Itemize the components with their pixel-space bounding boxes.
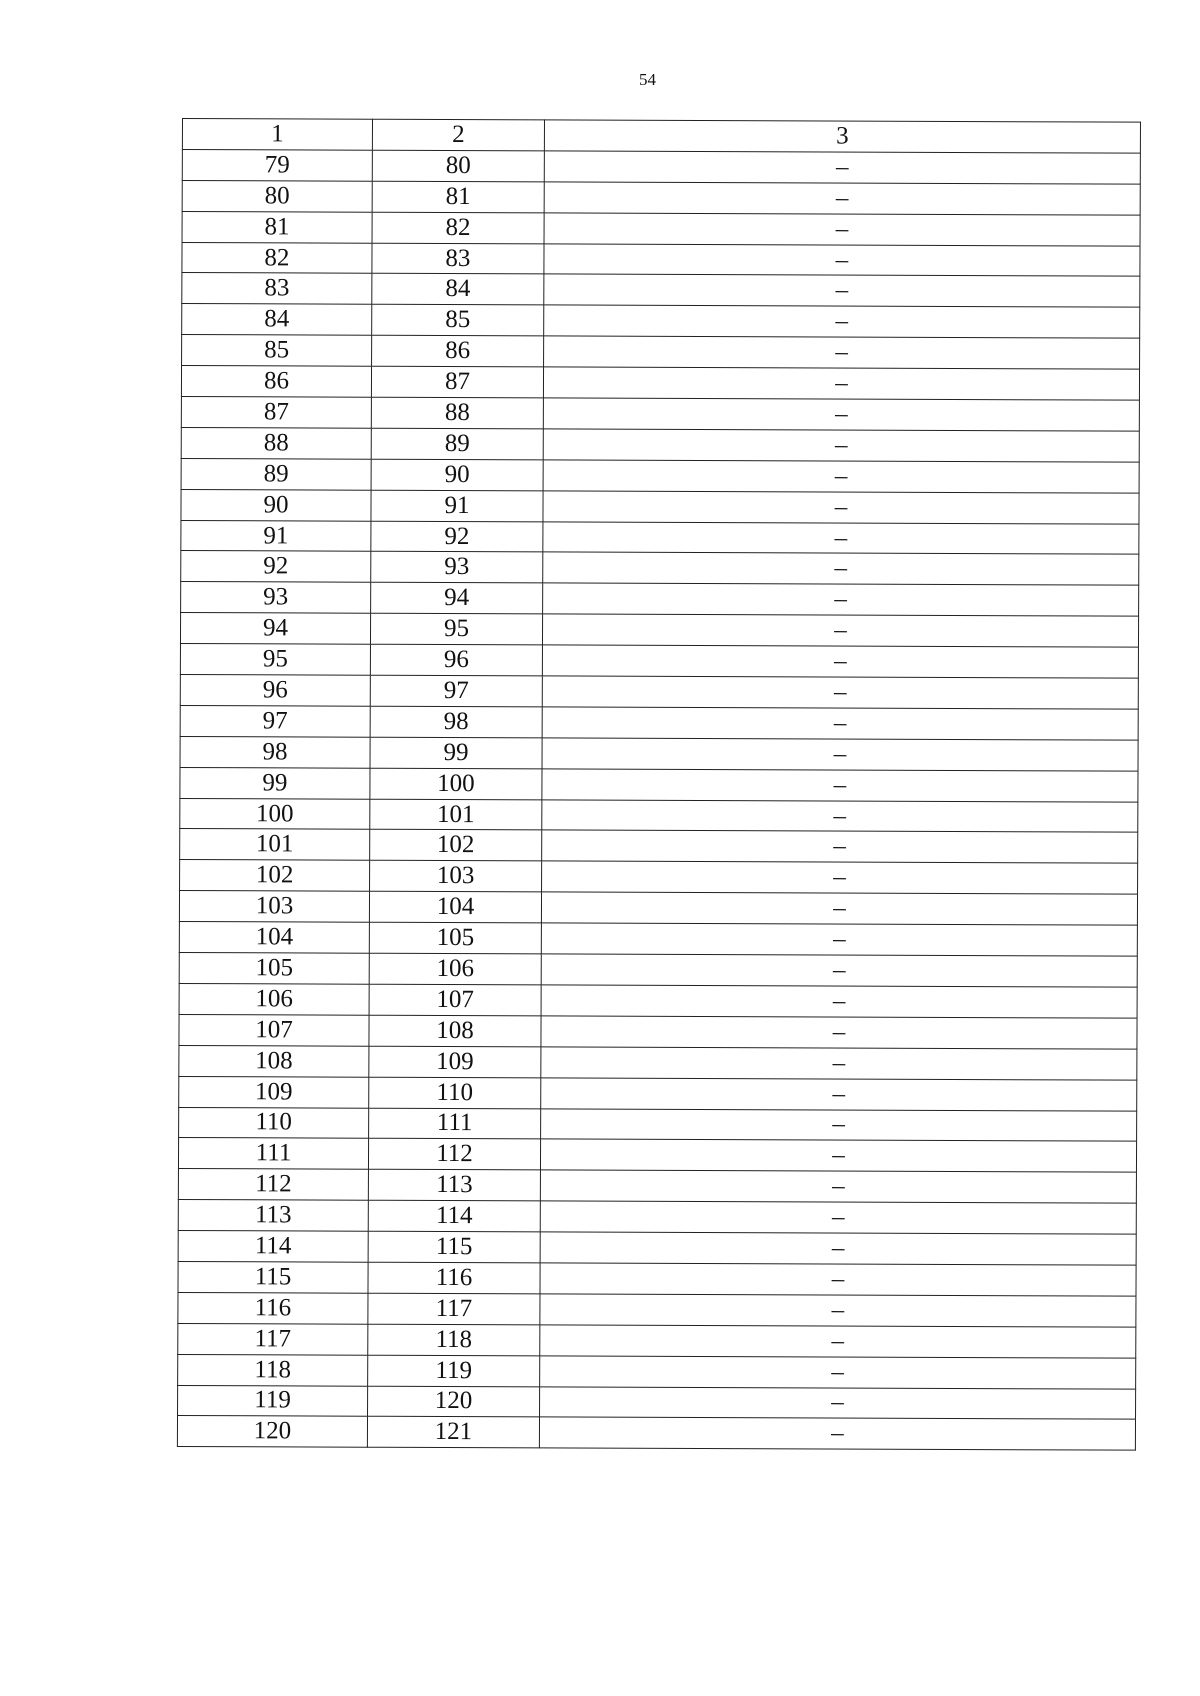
table-cell-col-2: 94 (371, 583, 543, 615)
table-cell-col-3: – (542, 769, 1138, 802)
table-cell-col-2: 117 (368, 1293, 540, 1325)
table-cell-col-2: 93 (371, 552, 543, 584)
table-cell-col-3: – (540, 1294, 1136, 1327)
table-row (178, 1323, 1136, 1358)
table-cell-col-1: 107 (179, 1014, 369, 1046)
table-cell-col-2: 114 (368, 1200, 540, 1232)
table-cell-col-2: 116 (368, 1262, 540, 1294)
table-cell-col-2: 86 (372, 335, 544, 367)
table-cell-col-1: 104 (179, 922, 369, 954)
table-row (177, 1416, 1135, 1451)
table-cell-col-1: 88 (181, 427, 371, 459)
table-cell-col-2: 82 (372, 212, 544, 244)
table-cell-col-3: – (541, 1016, 1137, 1049)
table-row (181, 551, 1139, 586)
table-cell-col-2: 100 (370, 768, 542, 800)
table-cell-col-3: – (544, 336, 1140, 369)
table-cell-col-1: 110 (179, 1107, 369, 1139)
table-row (179, 1076, 1137, 1111)
table-cell-col-1: 98 (180, 736, 370, 768)
table-cell-col-2: 81 (372, 181, 544, 213)
table-cell-col-3: – (542, 614, 1138, 647)
table-cell-col-3: – (542, 707, 1138, 740)
table-row (181, 427, 1139, 462)
table-cell-col-2: 111 (369, 1108, 541, 1140)
table-cell-col-1: 96 (180, 675, 370, 707)
table-row (181, 366, 1139, 401)
table-cell-col-1: 90 (181, 489, 371, 521)
page-number: 54 (639, 70, 656, 89)
table-cell-col-2: 87 (371, 366, 543, 398)
table-cell-col-3: – (540, 1263, 1136, 1296)
table-cell-col-3: – (540, 1170, 1136, 1203)
table-cell-col-2: 97 (370, 675, 542, 707)
column-header-2: 2 (372, 119, 544, 151)
table-cell-col-1: 84 (182, 304, 372, 336)
table-cell-col-1: 97 (180, 705, 370, 737)
table-row (181, 489, 1139, 524)
table-cell-col-2: 88 (371, 397, 543, 429)
table-row (180, 798, 1138, 833)
table-cell-col-3: – (543, 460, 1139, 493)
table-cell-col-2: 113 (368, 1170, 540, 1202)
table-cell-col-1: 100 (180, 798, 370, 830)
table-cell-col-2: 104 (369, 891, 541, 923)
table-cell-col-2: 110 (369, 1077, 541, 1109)
table-cell-col-2: 105 (369, 922, 541, 954)
table-cell-col-2: 80 (372, 150, 544, 182)
table-cell-col-1: 79 (182, 149, 372, 181)
table-cell-col-3: – (543, 491, 1139, 524)
table-cell-col-3: – (543, 583, 1139, 616)
table-cell-col-3: – (544, 274, 1140, 307)
table-cell-col-3: – (542, 830, 1138, 863)
table-row (179, 922, 1137, 957)
table-cell-col-2: 118 (368, 1324, 540, 1356)
table-row (180, 829, 1138, 864)
table-cell-col-2: 112 (368, 1139, 540, 1171)
table-cell-col-3: – (540, 1386, 1136, 1419)
table-cell-col-1: 113 (178, 1200, 368, 1232)
table-row (178, 1200, 1136, 1235)
column-header-3: 3 (544, 120, 1140, 153)
table-cell-col-1: 91 (181, 520, 371, 552)
table-cell-col-2: 103 (370, 861, 542, 893)
table-row (181, 397, 1139, 432)
table-cell-col-2: 102 (370, 830, 542, 862)
table-cell-col-3: – (539, 1417, 1135, 1450)
table-cell-col-1: 99 (180, 767, 370, 799)
table-cell-col-1: 115 (178, 1261, 368, 1293)
table-row (179, 1045, 1137, 1080)
table-row (178, 1138, 1136, 1173)
table-cell-col-2: 108 (369, 1015, 541, 1047)
table-body (177, 149, 1140, 1450)
table-row (182, 304, 1140, 339)
table-cell-col-1: 85 (182, 335, 372, 367)
table-cell-col-2: 119 (368, 1355, 540, 1387)
table-cell-col-3: – (542, 645, 1138, 678)
table-cell-col-1: 93 (181, 582, 371, 614)
table-cell-col-2: 109 (369, 1046, 541, 1078)
table-row (182, 180, 1140, 215)
table-row (179, 983, 1137, 1018)
table-cell-col-3: – (544, 243, 1140, 276)
table-cell-col-1: 101 (180, 829, 370, 861)
table-cell-col-2: 89 (371, 428, 543, 460)
table-cell-col-3: – (540, 1139, 1136, 1172)
table-cell-col-1: 105 (179, 953, 369, 985)
table-header-row (182, 119, 1140, 154)
table-row (182, 335, 1140, 370)
table-cell-col-3: – (541, 892, 1137, 925)
table-row (182, 211, 1140, 246)
table-cell-col-2: 121 (367, 1417, 539, 1449)
table-cell-col-3: – (541, 1077, 1137, 1110)
table-row (179, 891, 1137, 926)
data-table (177, 118, 1141, 1451)
data-table-container (177, 118, 1140, 1451)
table-cell-col-3: – (542, 738, 1138, 771)
column-header-1: 1 (182, 119, 372, 151)
table-cell-col-2: 84 (372, 274, 544, 306)
table-row (181, 520, 1139, 555)
table-cell-col-3: – (540, 1232, 1136, 1265)
table-cell-col-3: – (540, 1325, 1136, 1358)
table-cell-col-3: – (541, 1047, 1137, 1080)
table-cell-col-1: 81 (182, 211, 372, 243)
table-cell-col-2: 85 (372, 305, 544, 337)
table-cell-col-2: 115 (368, 1231, 540, 1263)
table-cell-col-1: 102 (180, 860, 370, 892)
table-cell-col-2: 98 (370, 706, 542, 738)
table-row (179, 953, 1137, 988)
table-cell-col-2: 120 (368, 1386, 540, 1418)
table-cell-col-1: 116 (178, 1292, 368, 1324)
table-cell-col-2: 106 (369, 953, 541, 985)
table-cell-col-1: 117 (178, 1323, 368, 1355)
table-cell-col-1: 114 (178, 1231, 368, 1263)
table-cell-col-3: – (541, 954, 1137, 987)
table-row (179, 1107, 1137, 1142)
table-row (178, 1292, 1136, 1327)
table-cell-col-3: – (541, 985, 1137, 1018)
table-cell-col-1: 112 (178, 1169, 368, 1201)
table-cell-col-3: – (542, 861, 1138, 894)
table-cell-col-1: 92 (181, 551, 371, 583)
table-row (180, 613, 1138, 648)
table-cell-col-3: – (543, 398, 1139, 431)
table-cell-col-2: 92 (371, 521, 543, 553)
table-cell-col-2: 91 (371, 490, 543, 522)
table-cell-col-1: 118 (178, 1354, 368, 1386)
table-row (178, 1354, 1136, 1389)
table-row (181, 458, 1139, 493)
table-cell-col-1: 82 (182, 242, 372, 274)
table-cell-col-2: 95 (370, 613, 542, 645)
table-cell-col-3: – (544, 151, 1140, 184)
table-cell-col-3: – (544, 213, 1140, 246)
table-cell-col-1: 106 (179, 983, 369, 1015)
table-cell-col-1: 109 (179, 1076, 369, 1108)
table-cell-col-1: 108 (179, 1045, 369, 1077)
table-cell-col-2: 101 (370, 799, 542, 831)
table-cell-col-2: 90 (371, 459, 543, 491)
table-cell-col-3: – (544, 305, 1140, 338)
table-cell-col-1: 87 (181, 397, 371, 429)
table-cell-col-3: – (540, 1356, 1136, 1389)
table-cell-col-1: 119 (178, 1385, 368, 1417)
table-cell-col-3: – (541, 1108, 1137, 1141)
table-cell-col-2: 107 (369, 984, 541, 1016)
table-cell-col-1: 120 (177, 1416, 367, 1448)
table-cell-col-1: 111 (178, 1138, 368, 1170)
table-cell-col-3: – (544, 182, 1140, 215)
table-cell-col-1: 80 (182, 180, 372, 212)
table-row (178, 1231, 1136, 1266)
table-row (178, 1385, 1136, 1420)
table-cell-col-2: 83 (372, 243, 544, 275)
table-cell-col-3: – (542, 676, 1138, 709)
table-cell-col-1: 103 (179, 891, 369, 923)
table-row (182, 149, 1140, 184)
table-row (182, 273, 1140, 308)
table-header (182, 119, 1140, 154)
table-row (181, 582, 1139, 617)
table-cell-col-1: 83 (182, 273, 372, 305)
table-cell-col-2: 96 (370, 644, 542, 676)
table-cell-col-3: – (543, 552, 1139, 585)
table-row (180, 736, 1138, 771)
table-cell-col-3: – (543, 521, 1139, 554)
table-cell-col-1: 95 (180, 644, 370, 676)
table-row (182, 242, 1140, 277)
table-cell-col-1: 86 (181, 366, 371, 398)
table-cell-col-3: – (541, 923, 1137, 956)
table-row (180, 767, 1138, 802)
table-row (180, 860, 1138, 895)
table-row (178, 1261, 1136, 1296)
table-row (180, 644, 1138, 679)
table-cell-col-1: 94 (180, 613, 370, 645)
table-cell-col-3: – (542, 799, 1138, 832)
table-row (178, 1169, 1136, 1204)
table-cell-col-3: – (540, 1201, 1136, 1234)
table-cell-col-2: 99 (370, 737, 542, 769)
table-cell-col-3: – (543, 367, 1139, 400)
table-row (180, 705, 1138, 740)
table-cell-col-3: – (543, 429, 1139, 462)
table-cell-col-1: 89 (181, 458, 371, 490)
table-row (179, 1014, 1137, 1049)
table-row (180, 675, 1138, 710)
